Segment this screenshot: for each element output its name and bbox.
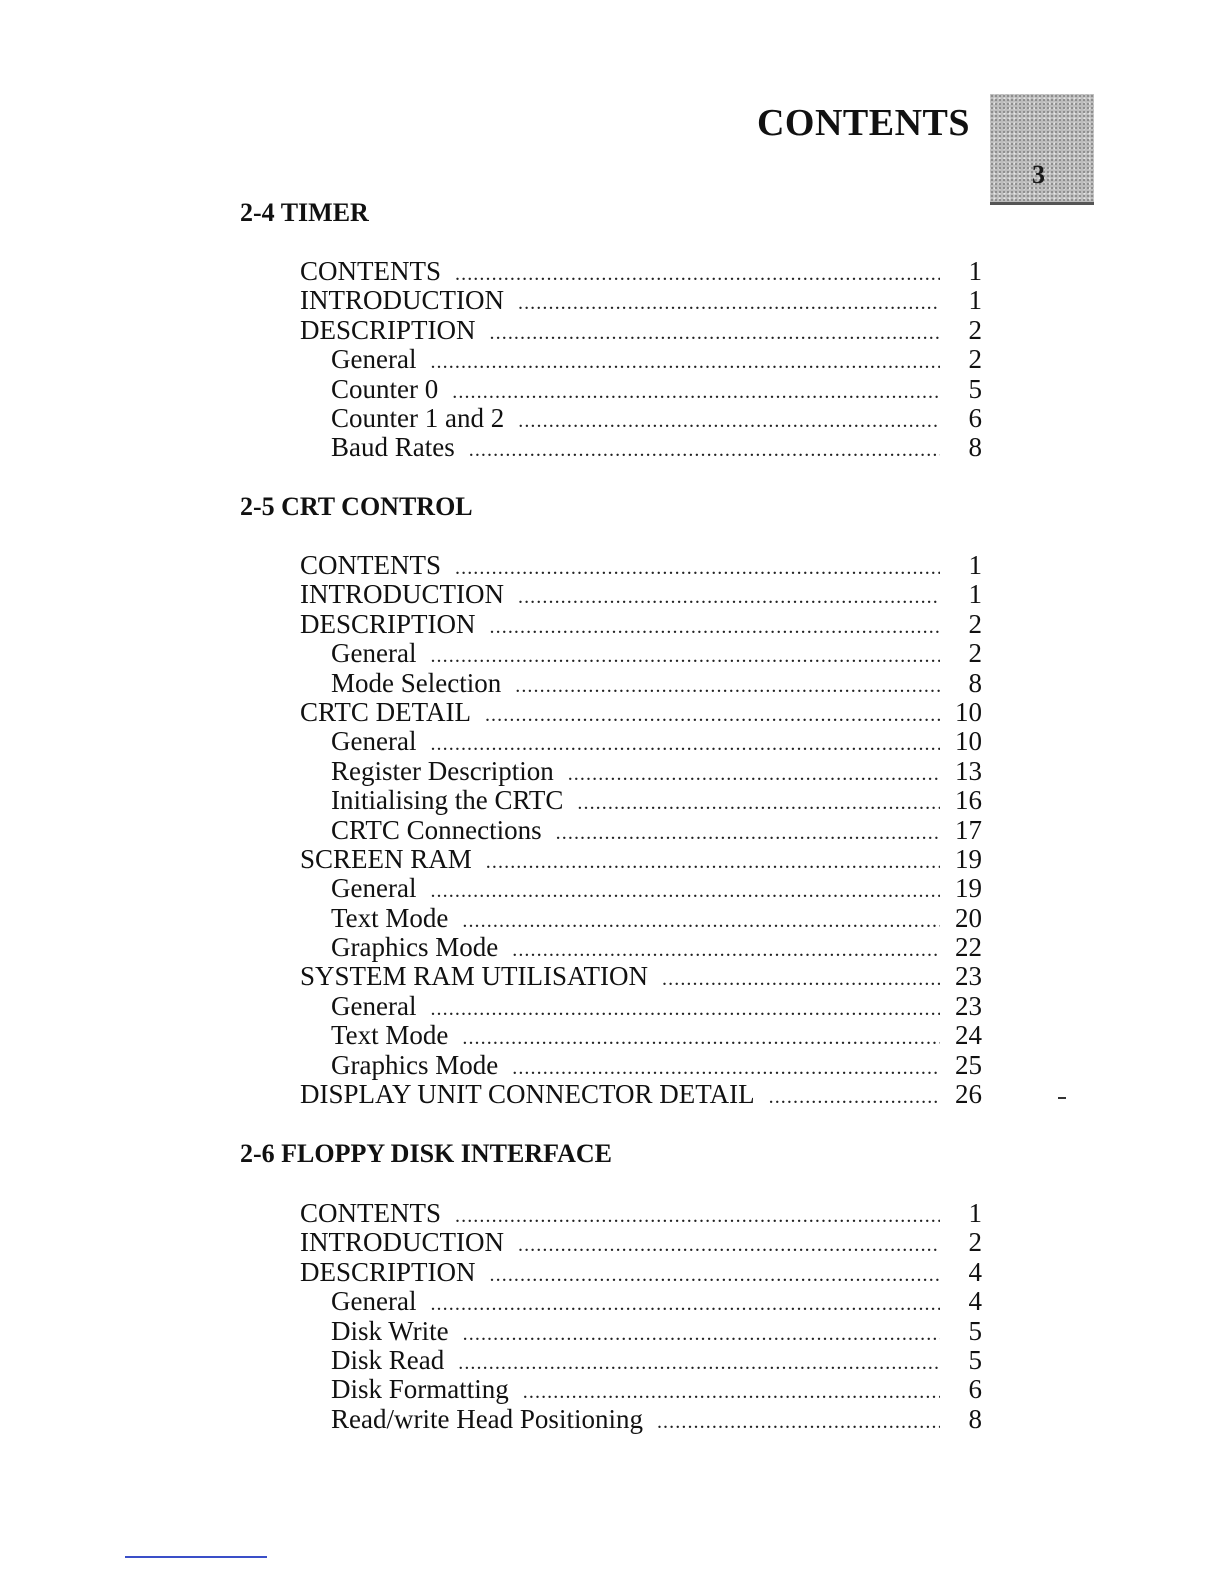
toc-entry-label: Text Mode — [331, 1020, 449, 1051]
toc-entry-page-number: 13 — [955, 755, 982, 786]
section-heading-timer: 2-4 TIMER — [240, 198, 369, 227]
toc-entry-page-number: 1 — [968, 285, 982, 316]
dot-leader — [462, 1024, 940, 1053]
toc-entry — [300, 1080, 982, 1109]
toc-entry-page-number: 22 — [955, 932, 982, 963]
toc-entry-page-number: 1 — [968, 579, 982, 610]
toc-entry — [300, 404, 982, 433]
toc-entry — [300, 1317, 982, 1346]
toc-entry-label: CONTENTS — [300, 550, 441, 580]
toc-entry-label: CONTENTS — [300, 1198, 441, 1228]
toc-entry-label: Read/write Head Positioning — [331, 1403, 643, 1434]
toc-entry-label: Disk Formatting — [331, 1374, 509, 1405]
dot-leader — [463, 1320, 940, 1349]
toc-entry-label: Initialising the CRTC — [331, 785, 564, 816]
toc-entry — [300, 786, 982, 815]
toc-entry-page-number: 6 — [968, 1374, 982, 1405]
dot-leader — [455, 260, 940, 289]
dot-leader — [657, 1408, 940, 1437]
dot-leader — [462, 907, 940, 936]
dot-leader — [469, 436, 940, 465]
dot-leader — [490, 1261, 940, 1290]
section-heading-floppy-disk-interface: 2-6 FLOPPY DISK INTERFACE — [240, 1139, 612, 1168]
toc-entry-label: Counter 0 — [331, 373, 439, 404]
toc-entry — [300, 669, 982, 698]
toc-entry-page-number: 19 — [955, 843, 982, 874]
toc-entry-label: DESCRIPTION — [300, 608, 476, 639]
toc-entry-page-number: 24 — [955, 1020, 982, 1051]
toc-entry-page-number: 2 — [968, 638, 982, 669]
toc-entry — [300, 757, 982, 786]
dot-leader — [662, 965, 940, 994]
toc-entry-page-number: 19 — [955, 873, 982, 904]
dot-leader — [518, 583, 940, 612]
dot-leader — [430, 877, 940, 906]
toc-entry-label: General — [331, 726, 417, 757]
toc-entry — [300, 610, 982, 639]
section-heading-crt-control: 2-5 CRT CONTROL — [240, 492, 473, 521]
dot-leader — [452, 378, 940, 407]
toc-entry — [300, 1228, 982, 1257]
toc-entry-label: INTRODUCTION — [300, 579, 504, 610]
toc-entry — [300, 257, 982, 286]
toc-entry-page-number: 6 — [968, 402, 982, 433]
toc-entry-page-number: 8 — [968, 1403, 982, 1434]
underline-mark — [125, 1556, 267, 1558]
toc-entry — [300, 904, 982, 933]
toc-entry — [300, 551, 982, 580]
toc-list-crt-control — [300, 551, 982, 1109]
toc-entry-page-number: 16 — [955, 785, 982, 816]
toc-entry — [300, 639, 982, 668]
toc-entry — [300, 727, 982, 756]
stray-dash-mark — [1058, 1097, 1066, 1099]
dot-leader — [518, 289, 940, 318]
toc-entry — [300, 433, 982, 462]
toc-entry — [300, 316, 982, 345]
toc-entry — [300, 992, 982, 1021]
dot-leader — [518, 1231, 940, 1260]
toc-entry-label: Register Description — [331, 755, 554, 786]
toc-list-floppy-disk-interface — [300, 1199, 982, 1434]
toc-entry-page-number: 4 — [968, 1286, 982, 1317]
toc-entry — [300, 1258, 982, 1287]
toc-entry-page-number: 1 — [968, 550, 982, 580]
toc-entry — [300, 933, 982, 962]
toc-entry — [300, 962, 982, 991]
toc-entry — [300, 286, 982, 315]
dot-leader — [485, 701, 940, 730]
dot-leader — [577, 789, 940, 818]
toc-entry-page-number: 17 — [955, 814, 982, 845]
toc-entry-label: SYSTEM RAM UTILISATION — [300, 961, 649, 992]
toc-entry — [300, 375, 982, 404]
toc-entry — [300, 1021, 982, 1050]
toc-entry-label: Disk Read — [331, 1344, 445, 1375]
dot-leader — [490, 319, 940, 348]
toc-entry — [300, 1287, 982, 1316]
toc-list-timer — [300, 257, 982, 463]
dot-leader — [490, 613, 940, 642]
toc-entry — [300, 1405, 982, 1434]
toc-entry-page-number: 8 — [968, 667, 982, 698]
toc-entry — [300, 698, 982, 727]
toc-entry-page-number: 2 — [968, 608, 982, 639]
dot-leader — [568, 760, 940, 789]
toc-entry-page-number: 20 — [955, 902, 982, 933]
dot-leader — [556, 819, 940, 848]
toc-entry-page-number: 25 — [955, 1049, 982, 1080]
toc-entry-page-number: 26 — [955, 1079, 982, 1110]
toc-entry — [300, 1375, 982, 1404]
toc-entry-label: DISPLAY UNIT CONNECTOR DETAIL — [300, 1079, 755, 1110]
dot-leader — [515, 672, 940, 701]
toc-entry-label: CONTENTS — [300, 256, 441, 286]
dot-leader — [430, 995, 940, 1024]
toc-entry-page-number: 1 — [968, 1198, 982, 1228]
dot-leader — [458, 1349, 940, 1378]
toc-entry-label: CRTC DETAIL — [300, 696, 471, 727]
dot-leader — [486, 848, 940, 877]
dot-leader — [430, 1290, 940, 1319]
toc-entry-label: General — [331, 1286, 417, 1317]
toc-entry-page-number: 2 — [968, 1227, 982, 1258]
toc-entry-label: General — [331, 990, 417, 1021]
toc-entry-label: Baud Rates — [331, 432, 455, 463]
toc-entry-page-number: 23 — [955, 961, 982, 992]
toc-entry-page-number: 4 — [968, 1256, 982, 1287]
toc-entry-label: General — [331, 344, 417, 375]
toc-entry — [300, 1051, 982, 1080]
dot-leader — [769, 1083, 940, 1112]
toc-entry-label: SCREEN RAM — [300, 843, 472, 874]
toc-entry-label: Graphics Mode — [331, 932, 499, 963]
toc-entry-label: Graphics Mode — [331, 1049, 499, 1080]
dot-leader — [518, 407, 940, 436]
toc-entry-label: Counter 1 and 2 — [331, 402, 505, 433]
toc-entry-label: General — [331, 873, 417, 904]
toc-entry-label: Text Mode — [331, 902, 449, 933]
toc-entry — [300, 345, 982, 374]
toc-entry-label: DESCRIPTION — [300, 1256, 476, 1287]
toc-entry-label: CRTC Connections — [331, 814, 542, 845]
toc-entry-label: DESCRIPTION — [300, 314, 476, 345]
toc-entry-page-number: 23 — [955, 990, 982, 1021]
toc-entry — [300, 580, 982, 609]
toc-entry-label: General — [331, 638, 417, 669]
toc-entry-label: INTRODUCTION — [300, 1227, 504, 1258]
toc-entry-page-number: 2 — [968, 344, 982, 375]
dot-leader — [430, 642, 940, 671]
toc-entry — [300, 845, 982, 874]
dot-leader — [455, 1202, 940, 1231]
toc-entry-label: Mode Selection — [331, 667, 502, 698]
toc-entry-page-number: 5 — [968, 1344, 982, 1375]
toc-entry — [300, 816, 982, 845]
toc-entry — [300, 1346, 982, 1375]
toc-entry — [300, 874, 982, 903]
toc-entry-page-number: 10 — [955, 696, 982, 727]
dot-leader — [430, 348, 940, 377]
section-tab-number: 3 — [1032, 160, 1045, 189]
toc-entry-label: Disk Write — [331, 1315, 449, 1346]
toc-entry-label: INTRODUCTION — [300, 285, 504, 316]
toc-entry-page-number: 1 — [968, 256, 982, 286]
toc-entry-page-number: 5 — [968, 1315, 982, 1346]
page-heading: CONTENTS — [756, 102, 970, 144]
toc-entry-page-number: 5 — [968, 373, 982, 404]
toc-entry-page-number: 10 — [955, 726, 982, 757]
toc-entry — [300, 1199, 982, 1228]
toc-entry-page-number: 8 — [968, 432, 982, 463]
dot-leader — [455, 554, 940, 583]
toc-entry-page-number: 2 — [968, 314, 982, 345]
